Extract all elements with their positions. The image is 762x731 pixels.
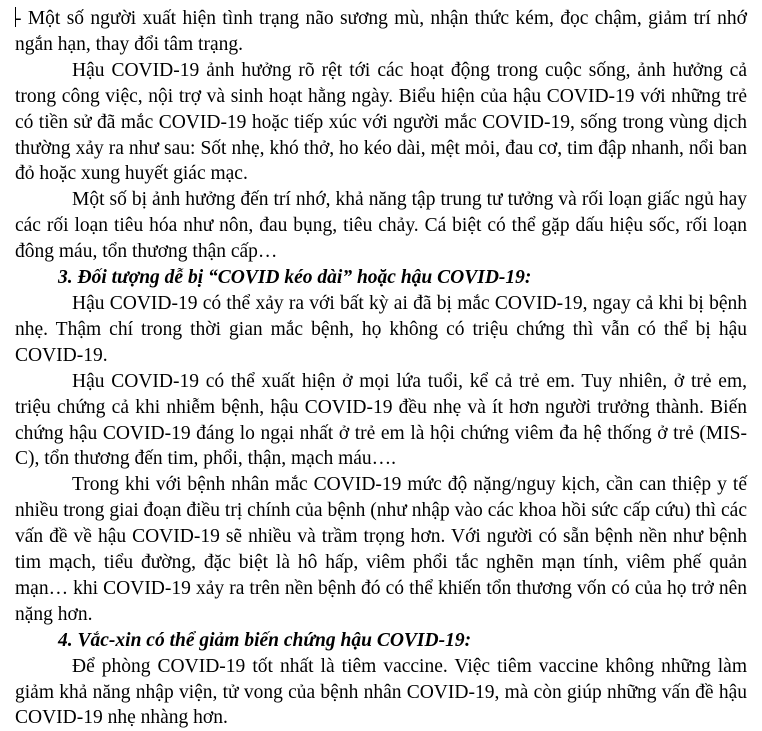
- paragraph-vaccine: Để phòng COVID-19 tốt nhất là tiêm vaccine. Việc tiêm vaccine không những làm giảm khả năng nhập viện, tử vong của bệnh nhân COVID-19, mà còn giúp những vấn đề hậu COVID-19 nhẹ nhàng hơn.: [15, 655, 747, 729]
- paragraph-symptoms-cognitive: [15, 6, 747, 58]
- document-page: [15, 6, 747, 731]
- paragraph-memory-impact: Một số bị ảnh hưởng đến trí nhớ, khả năng tập trung tư tưởng và rối loạn giấc ngủ hay các rối loạn tiêu hóa như nôn, đau bụng, tiêu chảy. Cá biệt có thể gặp dấu hiệu sốc, rối loạn đông máu, tổn thương thận cấp…: [15, 189, 747, 263]
- paragraph-severe-patients: Trong khi với bệnh nhân mắc COVID-19 mức độ nặng/nguy kịch, cần can thiệp y tế nhiều trong giai đoạn điều trị chính của bệnh (như nhập vào các khoa hồi sức cấp cứu) thì các vấn đề về hậu COVID-19 sẽ nhiều và trầm trọng hơn. Với người có sẵn bệnh nền như bệnh tim mạch, tiểu đường, đặc biệt là hô hấp, viêm phổi tắc nghẽn mạn tính, viêm phế quản mạn… khi COVID-19 xảy ra trên nền bệnh đó có thể khiến tổn thương vốn có của họ trở nên nặng hơn.: [15, 474, 747, 625]
- paragraph-anyone-affected: Hậu COVID-19 có thể xảy ra với bất kỳ ai đã bị mắc COVID-19, ngay cả khi bị bệnh nhẹ. Thậm chí trong thời gian mắc bệnh, họ không có triệu chứng thì vẫn có thể bị hậu COVID-19.: [15, 292, 747, 366]
- paragraph-children: Hậu COVID-19 có thể xuất hiện ở mọi lứa tuổi, kể cả trẻ em. Tuy nhiên, ở trẻ em, triệu chứng cả khi nhiễm bệnh, hậu COVID-19 đều nhẹ và ít hơn người trưởng thành. Biến chứng hậu COVID-19 đáng lo ngại nhất ở trẻ em là hội chứng viêm đa hệ thống ở trẻ (MIS-C), tổn thương đến tim, phổi, thận, mạch máu….: [15, 370, 747, 470]
- paragraph-daily-impact: Hậu COVID-19 ảnh hưởng rõ rệt tới các hoạt động trong cuộc sống, ảnh hưởng cả trong công việc, nội trợ và sinh hoạt hằng ngày. Biểu hiện của hậu COVID-19 với những trẻ có tiền sử đã mắc COVID-19 hoặc tiếp xúc với người mắc COVID-19, sống trong vùng dịch thường xảy ra như sau: Sốt nhẹ, khó thở, ho kéo dài, mệt mỏi, đau cơ, tim đập nhanh, nổi ban đỏ hoặc xung huyết giác mạc.: [15, 59, 747, 185]
- paragraph-text: - Một số người xuất hiện tình trạng não sương mù, nhận thức kém, đọc chậm, giảm trí nhớ ngắn hạn, thay đổi tâm trạng.: [15, 8, 747, 55]
- section-heading-4: 4. Vắc-xin có thể giảm biến chứng hậu COVID-19:: [58, 629, 472, 651]
- section-heading-3: 3. Đối tượng dễ bị “COVID kéo dài” hoặc hậu COVID-19:: [58, 267, 532, 289]
